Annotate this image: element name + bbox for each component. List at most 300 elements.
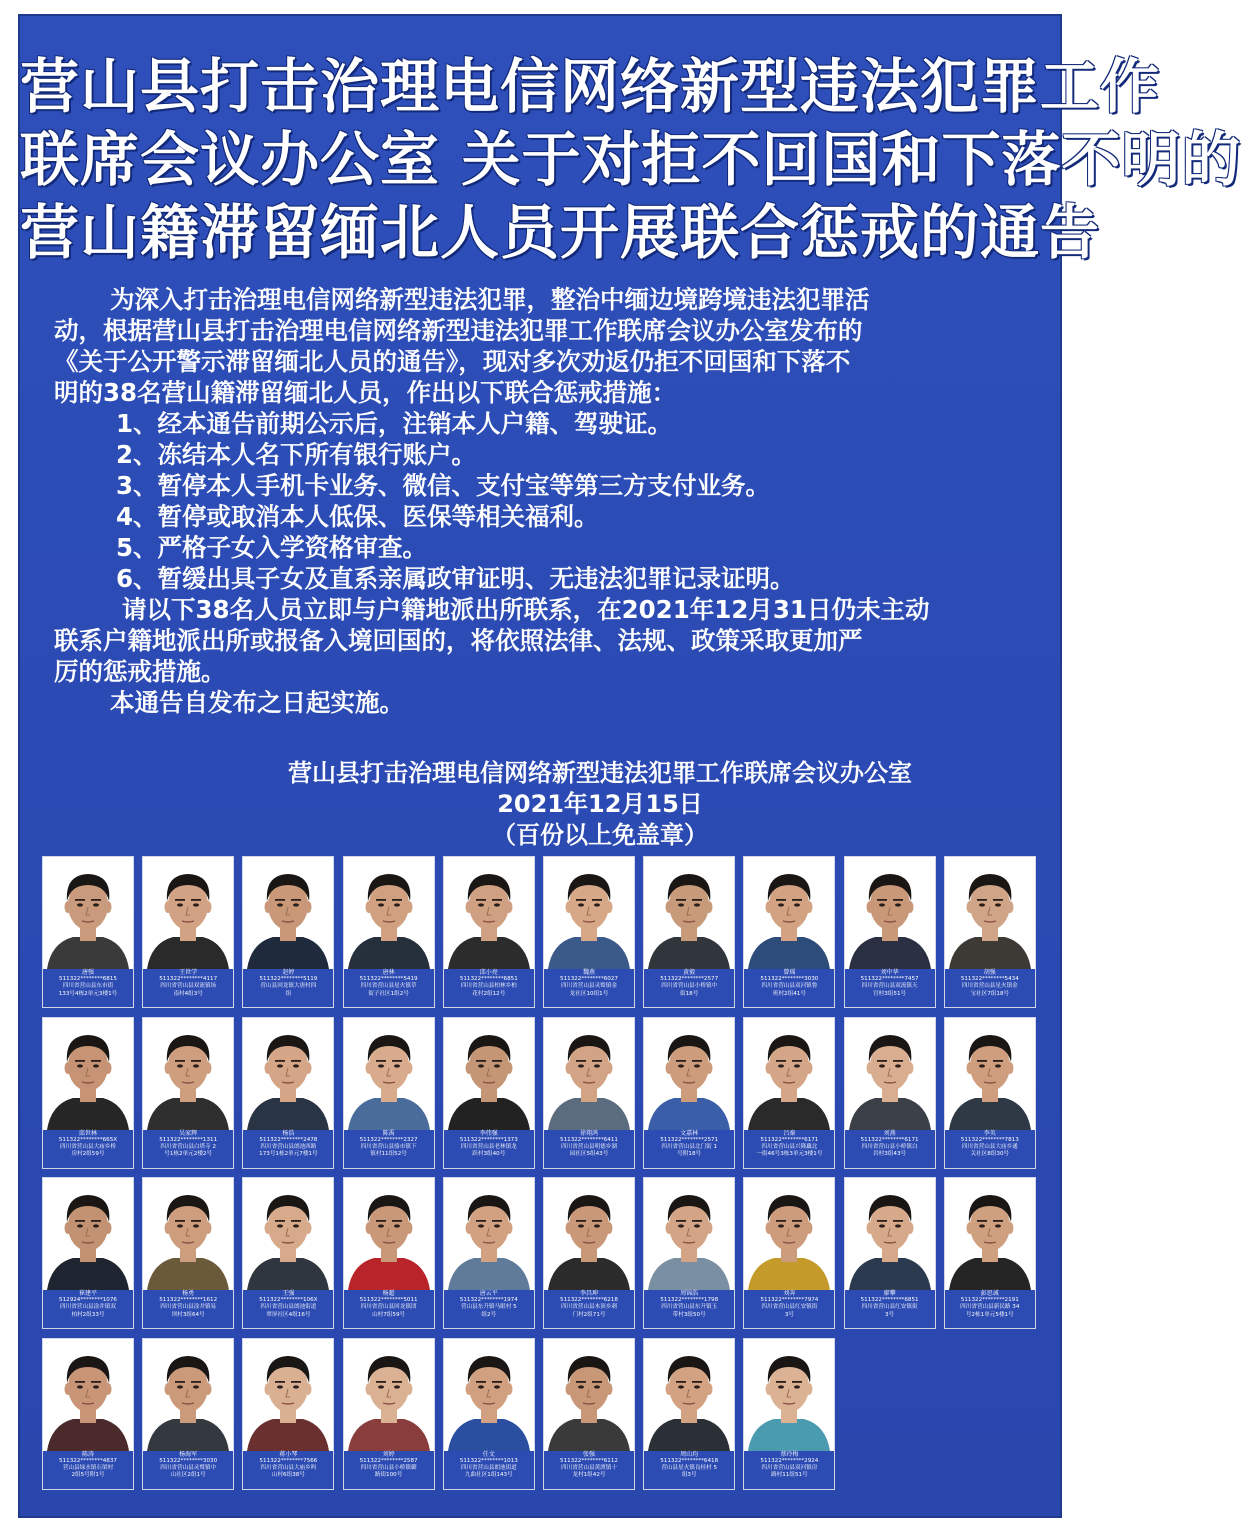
person-name: 邱小亮	[479, 969, 498, 976]
person-name: 赵婷	[282, 969, 295, 976]
person-address-detail: 龙村1组42号	[572, 1472, 606, 1479]
person-card	[242, 1017, 334, 1169]
portrait-image	[444, 1178, 534, 1290]
person-address: 四川省营山县北门街 1	[661, 1143, 718, 1150]
person-address-detail: 柏村2组33号	[71, 1311, 105, 1318]
person-photo	[43, 1339, 133, 1451]
person-name: 唐林	[382, 969, 395, 976]
person-card	[844, 1177, 936, 1329]
person-card	[343, 1017, 435, 1169]
portrait-image	[243, 857, 333, 969]
person-id: 511322********6218	[560, 1297, 618, 1304]
person-card	[643, 1017, 735, 1169]
person-info	[344, 969, 434, 1007]
person-address: 四川省营山县双流镇场	[160, 983, 217, 990]
person-card	[743, 1338, 835, 1490]
person-address: 四川省营山县朗池街道	[460, 1464, 517, 1471]
person-info	[644, 1290, 734, 1328]
portrait-image	[744, 1339, 834, 1451]
person-card	[42, 1017, 134, 1169]
person-info	[344, 1451, 434, 1489]
person-info	[43, 969, 133, 1007]
person-address: 四川省营山县双河镇鲁	[761, 983, 818, 990]
portrait-image	[243, 1178, 333, 1290]
portrait-image	[845, 857, 935, 969]
portrait-image	[344, 1178, 434, 1290]
person-id: 511322********1974	[459, 1297, 518, 1304]
person-address-detail: 宝社区7组18号	[970, 990, 1010, 997]
portrait-image	[43, 857, 133, 969]
person-photo	[344, 1178, 434, 1290]
person-card	[443, 856, 535, 1008]
person-id: 511322********665X	[58, 1136, 118, 1143]
portrait-image	[243, 1018, 333, 1130]
person-info	[744, 1290, 834, 1328]
person-info	[644, 1130, 734, 1168]
person-id: 511322********6027	[560, 976, 618, 983]
person-card	[443, 1338, 535, 1490]
person-info	[544, 969, 634, 1007]
person-photo	[744, 1178, 834, 1290]
person-info	[744, 1130, 834, 1168]
person-address-detail: 组	[285, 990, 292, 997]
person-name: 徐翔鸿	[579, 1129, 598, 1137]
measure-item: 3、暂停本人手机卡业务、微信、支付宝等第三方支付业务。	[116, 471, 771, 500]
person-photo	[544, 1178, 634, 1290]
person-address-detail: 镇村11组52号	[370, 1151, 407, 1158]
person-id: 511322********1013	[459, 1457, 518, 1464]
person-address: 四川省营山县双流镇天	[861, 983, 918, 990]
person-photo	[945, 857, 1035, 969]
portrait-image	[744, 1178, 834, 1290]
person-address: 四川省营山县星火镇金	[961, 983, 1018, 990]
person-address-detail: 园社区5组43号	[569, 1151, 609, 1158]
person-address-detail: 带村3组50号	[672, 1311, 706, 1318]
signature-block	[20, 758, 1180, 851]
person-name: 周锦浩	[680, 1290, 699, 1297]
person-card	[844, 856, 936, 1008]
person-id: 511322********6851	[459, 976, 518, 983]
person-photo	[43, 857, 133, 969]
portrait-image	[644, 857, 734, 969]
person-name: 胡强	[983, 969, 996, 976]
person-info	[544, 1451, 634, 1489]
person-name: 唐云平	[479, 1290, 498, 1297]
person-card	[944, 1177, 1036, 1329]
closing-line: 请以下38名人员立即与户籍地派出所联系，在2021年12月31日仍未主动	[122, 595, 930, 624]
person-id: 511322********6418	[660, 1457, 719, 1464]
person-photo	[544, 1339, 634, 1451]
person-photo	[243, 1018, 333, 1130]
portrait-image	[344, 857, 434, 969]
person-photo	[243, 857, 333, 969]
person-photo	[444, 1018, 534, 1130]
person-address-detail: 号2栋1单元5楼1号	[965, 1311, 1014, 1318]
person-photo	[344, 857, 434, 969]
person-card	[142, 856, 234, 1008]
person-address: 营山县绿水镇石梁村	[62, 1464, 114, 1471]
person-card	[944, 1017, 1036, 1169]
person-photo	[344, 1339, 434, 1451]
person-photo	[644, 1178, 734, 1290]
person-info	[344, 1290, 434, 1328]
person-card	[643, 856, 735, 1008]
person-photo	[544, 857, 634, 969]
person-address: 四川省营山县白塔寺 2	[160, 1143, 217, 1150]
person-address: 四川省营山县小桥镇白	[861, 1143, 918, 1150]
person-address-detail: 街18号	[680, 990, 699, 997]
person-name: 刘婷	[382, 1450, 395, 1458]
portrait-image	[344, 1339, 434, 1451]
person-name: 吴家辉	[179, 1129, 198, 1137]
person-address-detail: 号1栋2单元2楼2号	[164, 1151, 213, 1158]
person-address: 四川省营山县红安镇街	[861, 1304, 918, 1311]
person-id: 511322********2191	[960, 1297, 1019, 1304]
person-name: 曾瑶	[783, 969, 796, 976]
person-address-detail: 3号	[784, 1311, 794, 1318]
intro-line: 明的38名营山籍滞留缅北人员，作出以下联合惩戒措施：	[54, 378, 677, 407]
portrait-image	[143, 1018, 233, 1130]
person-name: 王世学	[179, 969, 198, 976]
person-info	[444, 1290, 534, 1328]
issuer: 营山县打击治理电信网络新型违法犯罪工作联席会议办公室	[288, 759, 912, 787]
person-card	[343, 1338, 435, 1490]
person-address: 四川省营山县涂井镇双	[60, 1304, 116, 1311]
person-id: 511322********1311	[159, 1136, 218, 1143]
person-name: 王强	[282, 1290, 295, 1297]
intro-line: 《关于公开警示滞留缅北人员的通告》，现对多次劝返仍拒不回国和下落不	[54, 347, 851, 376]
person-id: 511322********6851	[860, 1297, 919, 1304]
person-info	[644, 969, 734, 1007]
person-info	[43, 1451, 133, 1489]
person-id: 511322********5119	[259, 976, 318, 983]
person-id: 511322********4117	[159, 976, 218, 983]
person-address: 四川省营山县红安镇街	[761, 1304, 818, 1311]
person-address: 四川省营山县老林镇龙	[460, 1143, 517, 1150]
notice-body	[54, 284, 1034, 718]
person-id: 511322********2478	[259, 1136, 318, 1143]
person-info	[744, 1451, 834, 1489]
person-address: 四川省营山县灵鹫镇中	[160, 1464, 217, 1471]
person-id: 511322********1798	[660, 1297, 719, 1304]
person-address-detail: 房村2组59号	[71, 1151, 105, 1158]
person-id: 511322********1612	[159, 1297, 218, 1304]
person-photo	[845, 857, 935, 969]
person-info	[945, 1130, 1035, 1168]
measure-item: 6、暂缓出具子女及直系亲属政审证明、无违法犯罪记录证明。	[116, 564, 795, 593]
person-photo	[544, 1018, 634, 1130]
person-card	[42, 1177, 134, 1329]
person-name: 李伟强	[479, 1129, 498, 1137]
person-name: 刘奔	[783, 1290, 796, 1297]
person-id: 511322********6171	[860, 1136, 919, 1143]
person-card	[743, 1017, 835, 1169]
title-line: 营山籍滞留缅北人员开展联合惩戒的通告	[20, 198, 1101, 267]
portrait-image	[945, 1018, 1035, 1130]
portrait-image	[344, 1018, 434, 1130]
person-address-detail: 一街46号3栋3单元3楼1号	[756, 1151, 823, 1158]
person-id: 511322********1373	[459, 1136, 518, 1143]
person-card	[142, 1177, 234, 1329]
person-name: 彭思诚	[980, 1290, 999, 1297]
person-address: 四川省营山县东市街	[62, 983, 114, 990]
person-name: 邱世林	[78, 1129, 97, 1137]
person-id: 511322********7974	[760, 1297, 819, 1304]
person-address-detail: 3号	[885, 1311, 895, 1318]
person-address: 四川省营山县明德乡湖	[561, 1143, 617, 1150]
portrait-image	[143, 857, 233, 969]
person-photo	[43, 1018, 133, 1130]
person-id: 511322********3030	[760, 976, 819, 983]
person-name: 李英	[983, 1129, 996, 1137]
person-info	[444, 1451, 534, 1489]
person-info	[444, 1130, 534, 1168]
person-id: 511322********6815	[59, 976, 117, 983]
person-address: 四川省营山县木顶乡刺	[561, 1304, 617, 1311]
person-address-detail: 2组5号附1号	[71, 1472, 105, 1479]
portrait-image	[845, 1018, 935, 1130]
person-card	[142, 1338, 234, 1490]
portrait-image	[43, 1178, 133, 1290]
person-info	[344, 1130, 434, 1168]
person-name: 崔建平	[78, 1290, 97, 1297]
person-address-detail: 号附18号	[677, 1151, 702, 1158]
person-address-detail: 南村4组3号	[173, 990, 203, 997]
portrait-image	[143, 1178, 233, 1290]
person-photo	[444, 857, 534, 969]
closing-line: 联系户籍地派出所或报备入境回国的，将依照法律、法规、政策采取更加严	[54, 626, 863, 655]
title-line: 联席会议办公室 关于对拒不回国和下落不明的	[20, 125, 1242, 194]
person-id: 511322********5434	[960, 976, 1019, 983]
person-photo	[243, 1339, 333, 1451]
person-id: 511322********2577	[660, 976, 719, 983]
person-address: 四川省营山县涂井镇易	[160, 1304, 217, 1311]
person-address: 四川省营山县大庙乡吗	[260, 1464, 317, 1471]
person-id: 511322********7813	[960, 1136, 1019, 1143]
person-address-detail: 173号1栋2单元7楼1号	[259, 1151, 318, 1158]
measure-item: 1、经本通告前期公示后，注销本人户籍、驾驶证。	[116, 409, 673, 438]
notice-title	[20, 50, 1242, 269]
measure-item: 4、暂停或取消本人低保、医保等相关福利。	[116, 502, 599, 531]
person-id: 511322********6411	[560, 1136, 618, 1143]
person-address-detail: 班村2组41号	[772, 990, 806, 997]
person-name: 张强	[582, 1450, 595, 1458]
person-name: 李昌坤	[579, 1290, 598, 1297]
person-id: 511322********7457	[860, 976, 919, 983]
person-card	[844, 1017, 936, 1169]
person-address-detail: 山村7组59号	[372, 1311, 406, 1318]
person-address: 四川省营山县双河镇房	[761, 1464, 818, 1471]
measure-item: 5、严格子女入学资格审查。	[116, 533, 428, 562]
person-card	[643, 1338, 735, 1490]
person-id: 511322********7566	[259, 1457, 318, 1464]
person-address: 四川省营山县灵鹫镇金	[561, 983, 617, 990]
person-address-detail: 花村2组12号	[472, 990, 506, 997]
person-card	[443, 1017, 535, 1169]
person-card	[743, 1177, 835, 1329]
portrait-image	[444, 857, 534, 969]
person-name: 杨海军	[179, 1450, 198, 1458]
person-photo	[243, 1178, 333, 1290]
person-card	[242, 856, 334, 1008]
person-id: 511322********6171	[760, 1136, 819, 1143]
person-name: 吕秦	[783, 1129, 796, 1137]
person-name: 文嘉林	[680, 1129, 699, 1137]
person-name: 杨浩	[282, 1129, 295, 1137]
portrait-image	[243, 1339, 333, 1451]
person-card	[543, 1177, 635, 1329]
person-address: 四川省营山县星火镇草	[360, 983, 417, 990]
portrait-image	[43, 1339, 133, 1451]
person-info	[143, 1451, 233, 1489]
closing-line: 厉的惩戒措施。	[54, 657, 226, 686]
person-card	[142, 1017, 234, 1169]
person-address-detail: 翠屏社区4组16号	[266, 1311, 311, 1318]
person-name: 陈禹	[382, 1129, 395, 1137]
person-address: 四川省营山县朗池西路	[260, 1143, 317, 1150]
person-address-detail: 组3号	[681, 1472, 697, 1479]
person-address-detail: 路街100号	[374, 1472, 403, 1479]
person-card	[242, 1338, 334, 1490]
person-name: 刘燕	[883, 1129, 896, 1137]
person-address-detail: 跃村3组40号	[472, 1151, 506, 1158]
person-info	[43, 1290, 133, 1328]
person-address-detail: 山社区2组1号	[170, 1472, 206, 1479]
notice-poster	[18, 14, 1242, 1518]
intro-line: 动，根据营山县打击治理电信网络新型违法犯罪工作联席会议办公室发布的	[54, 316, 863, 345]
person-info	[845, 1130, 935, 1168]
person-id: 511322********2327	[359, 1136, 418, 1143]
person-info	[143, 1290, 233, 1328]
person-id: 511322********6112	[560, 1457, 618, 1464]
person-address-detail: 九曲社区1组143号	[464, 1472, 513, 1479]
portrait-image	[845, 1178, 935, 1290]
person-id: 511322********2571	[660, 1136, 719, 1143]
person-name: 廖攀	[883, 1290, 896, 1297]
person-address: 四川省营山县骆市镇下	[360, 1143, 417, 1150]
person-name: 蒋小琴	[279, 1450, 298, 1458]
person-address: 营山县回龙镇大唐村四	[260, 983, 317, 990]
person-photo	[644, 1018, 734, 1130]
person-address-detail: 宫村3组51号	[873, 990, 907, 997]
intro-line: 为深入打击治理电信网络新型违法犯罪，整治中缅边境跨境违法犯罪活	[110, 285, 870, 314]
portrait-image	[444, 1339, 534, 1451]
person-info	[644, 1451, 734, 1489]
person-address: 四川省营山县小桥镇御	[360, 1464, 417, 1471]
person-card	[42, 856, 134, 1008]
person-name: 魏燕	[582, 969, 595, 976]
person-name: 杨超	[382, 1290, 395, 1297]
person-name: 任文	[482, 1450, 495, 1458]
person-card	[443, 1177, 535, 1329]
portrait-image	[143, 1339, 233, 1451]
person-photo	[43, 1178, 133, 1290]
person-name: 周山均	[680, 1450, 699, 1458]
person-info	[544, 1130, 634, 1168]
person-address-detail: 133号4栋2单元3楼1号	[58, 990, 118, 997]
portrait-image	[644, 1178, 734, 1290]
effective-line: 本通告自发布之日起实施。	[110, 688, 404, 717]
person-photo	[644, 857, 734, 969]
person-info	[945, 1290, 1035, 1328]
person-address: 四川省营山县小桥镇中	[661, 983, 718, 990]
person-photo	[845, 1018, 935, 1130]
person-info	[744, 969, 834, 1007]
person-address-detail: 路村11组51号	[771, 1472, 808, 1479]
portrait-image	[43, 1018, 133, 1130]
portrait-image	[544, 1178, 634, 1290]
person-card	[643, 1177, 735, 1329]
person-address-detail: 组2号	[481, 1311, 497, 1318]
person-card	[543, 1338, 635, 1490]
person-address-detail: 街子社区1组2号	[368, 990, 409, 997]
person-photo	[143, 857, 233, 969]
person-address: 营山县星火镇良桂村 5	[661, 1464, 718, 1471]
person-id: 511322********5011	[359, 1297, 418, 1304]
issue-date: 2021年12月15日	[497, 790, 703, 818]
person-photo	[344, 1018, 434, 1130]
portrait-image	[945, 1178, 1035, 1290]
person-id: 511322********4837	[59, 1457, 117, 1464]
person-photo	[444, 1178, 534, 1290]
person-info	[544, 1290, 634, 1328]
person-address: 四川省营山县新民路 34	[960, 1304, 1020, 1311]
measure-item: 2、冻结本人名下所有银行账户。	[116, 440, 477, 469]
person-info	[444, 969, 534, 1007]
person-address-detail: 山村6组38号	[271, 1472, 305, 1479]
person-address: 四川省营山县黄渡镇十	[561, 1464, 617, 1471]
person-name: 陈涛	[81, 1450, 94, 1458]
person-card	[343, 856, 435, 1008]
person-address-detail: 龙社区10组1号	[569, 990, 609, 997]
person-info	[243, 969, 333, 1007]
person-address-detail: 坝村3组64号	[171, 1311, 205, 1318]
portrait-image	[644, 1339, 734, 1451]
person-card	[42, 1338, 134, 1490]
person-card	[543, 1017, 635, 1169]
person-photo	[744, 1339, 834, 1451]
person-info	[243, 1130, 333, 1168]
portrait-image	[945, 857, 1035, 969]
portrait-image	[544, 1018, 634, 1130]
person-id: 511322********2924	[760, 1457, 819, 1464]
person-address: 四川省营山县朗池街道	[260, 1304, 317, 1311]
person-photo	[845, 1178, 935, 1290]
person-photo	[143, 1178, 233, 1290]
person-id: 511322********3030	[159, 1457, 218, 1464]
person-photo	[744, 857, 834, 969]
person-id: 511322********5419	[359, 976, 418, 983]
person-info	[243, 1290, 333, 1328]
person-address: 四川省营山县回龙镇团	[360, 1304, 417, 1311]
person-address-detail: 门村2组71号	[572, 1311, 606, 1318]
portrait-image	[544, 1339, 634, 1451]
person-address: 四川省营山县东升镇玉	[661, 1304, 718, 1311]
person-card	[543, 856, 635, 1008]
person-address: 四川省营山县大庙乡桥	[60, 1143, 116, 1150]
person-info	[845, 1290, 935, 1328]
person-id: 511322********2587	[359, 1457, 418, 1464]
person-info	[243, 1451, 333, 1489]
portrait-image	[744, 857, 834, 969]
person-address: 营山县东升镇马眼村 5	[460, 1304, 517, 1311]
person-photo	[744, 1018, 834, 1130]
person-photo	[143, 1018, 233, 1130]
person-address: 四川省营山县柏林乡柏	[460, 983, 517, 990]
person-photo	[644, 1339, 734, 1451]
person-address: 四川省营山县兴隆藕北	[761, 1143, 818, 1150]
title-line: 营山县打击治理电信网络新型违法犯罪工作	[20, 52, 1161, 121]
